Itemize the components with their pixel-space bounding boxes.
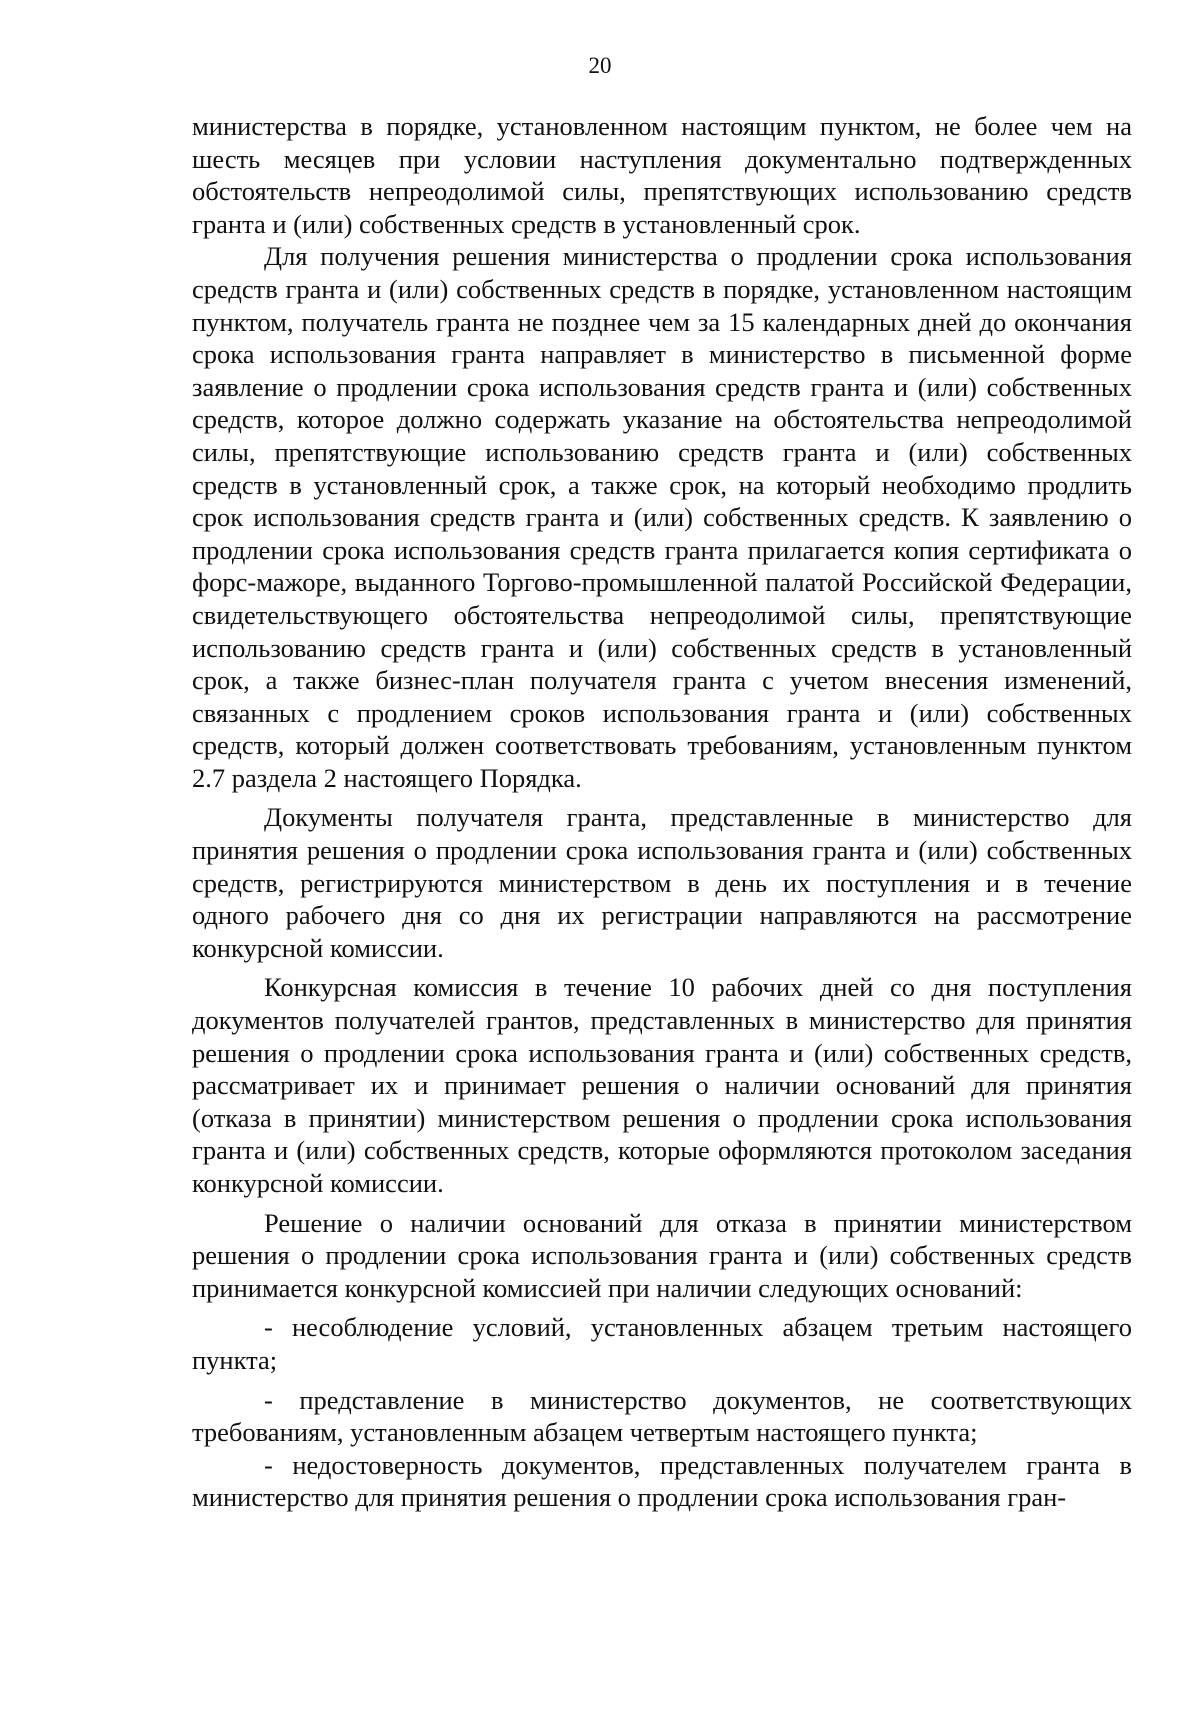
list-item-ground-2: - представление в министерство документов, не соответствующих требованиям, установленным абзацем четвертым настоящего пункта; [192, 1384, 1132, 1448]
paragraph-application: Для получения решения министерства о продлении срока использования средств гранта и (или) собственных средств в порядке, установленном настоящим пунктом, получатель гранта не позднее чем за 15 календарных дней до окончания срока использования гранта направляет в министерство в письменной форме заявление о продлении срока использования средств гранта и (или) собственных средств, которое должно содержать указание на обстоятельства непреодолимой силы, препятствующие использованию средств гранта и (или) собственных средств в установленный срок, а также срок, на который необходимо продлить срок использования средств гранта и (или) собственных средств. К заявлению о продлении срока использования средств гранта прилагается копия сертификата о форс-мажоре, выданного Торгово-промышленной палатой Российской Федерации, свидетельствующего обстоятельства непреодолимой силы, препятствующие использованию средств гранта и (или) собственных средств в установленный срок, а также бизнес-план получателя гранта с учетом внесения изменений, связанных с продлением сроков использования гранта и (или) собственных средств, который должен соответствовать требованиям, установленным пунктом 2.7 раздела 2 настоящего Порядка. [192, 241, 1132, 793]
paragraph-refusal-grounds: Решение о наличии оснований для отказа в принятии министерством решения о продлении срока использования гранта и (или) собственных средств принимается конкурсной комиссией при наличии следующих оснований: [192, 1207, 1132, 1303]
document-body [192, 110, 1132, 1514]
page-number: 20 [588, 53, 612, 78]
paragraph-commission: Конкурсная комиссия в течение 10 рабочих дней со дня поступления документов получателей грантов, представленных в министерство для принятия решения о продлении срока использования гранта и (или) собственных средств, рассматривает их и принимает решения о наличии оснований для принятия (отказа в принятии) министерством решения о продлении срока использования гранта и (или) собственных средств, которые оформляются протоколом заседания конкурсной комиссии. [192, 972, 1132, 1198]
paragraph-registration: Документы получателя гранта, представленные в министерство для принятия решения о продлении срока использования гранта и (или) собственных средств, регистрируются министерством в день их поступления и в течение одного рабочего дня со дня их регистрации направляются на рассмотрение конкурсной комиссии. [192, 802, 1132, 963]
list-item-ground-1: - несоблюдение условий, установленных абзацем третьим настоящего пункта; [192, 1312, 1132, 1375]
list-item-ground-3: - недостоверность документов, представленных получателем гранта в министерство для принятия решения о продлении срока использования гран- [192, 1449, 1132, 1513]
paragraph-continuation: министерства в порядке, установленном настоящим пунктом, не более чем на шесть месяцев при условии наступления документально подтвержденных обстоятельств непреодолимой силы, препятствующих использованию средств гранта и (или) собственных средств в установленный срок. [192, 111, 1132, 239]
